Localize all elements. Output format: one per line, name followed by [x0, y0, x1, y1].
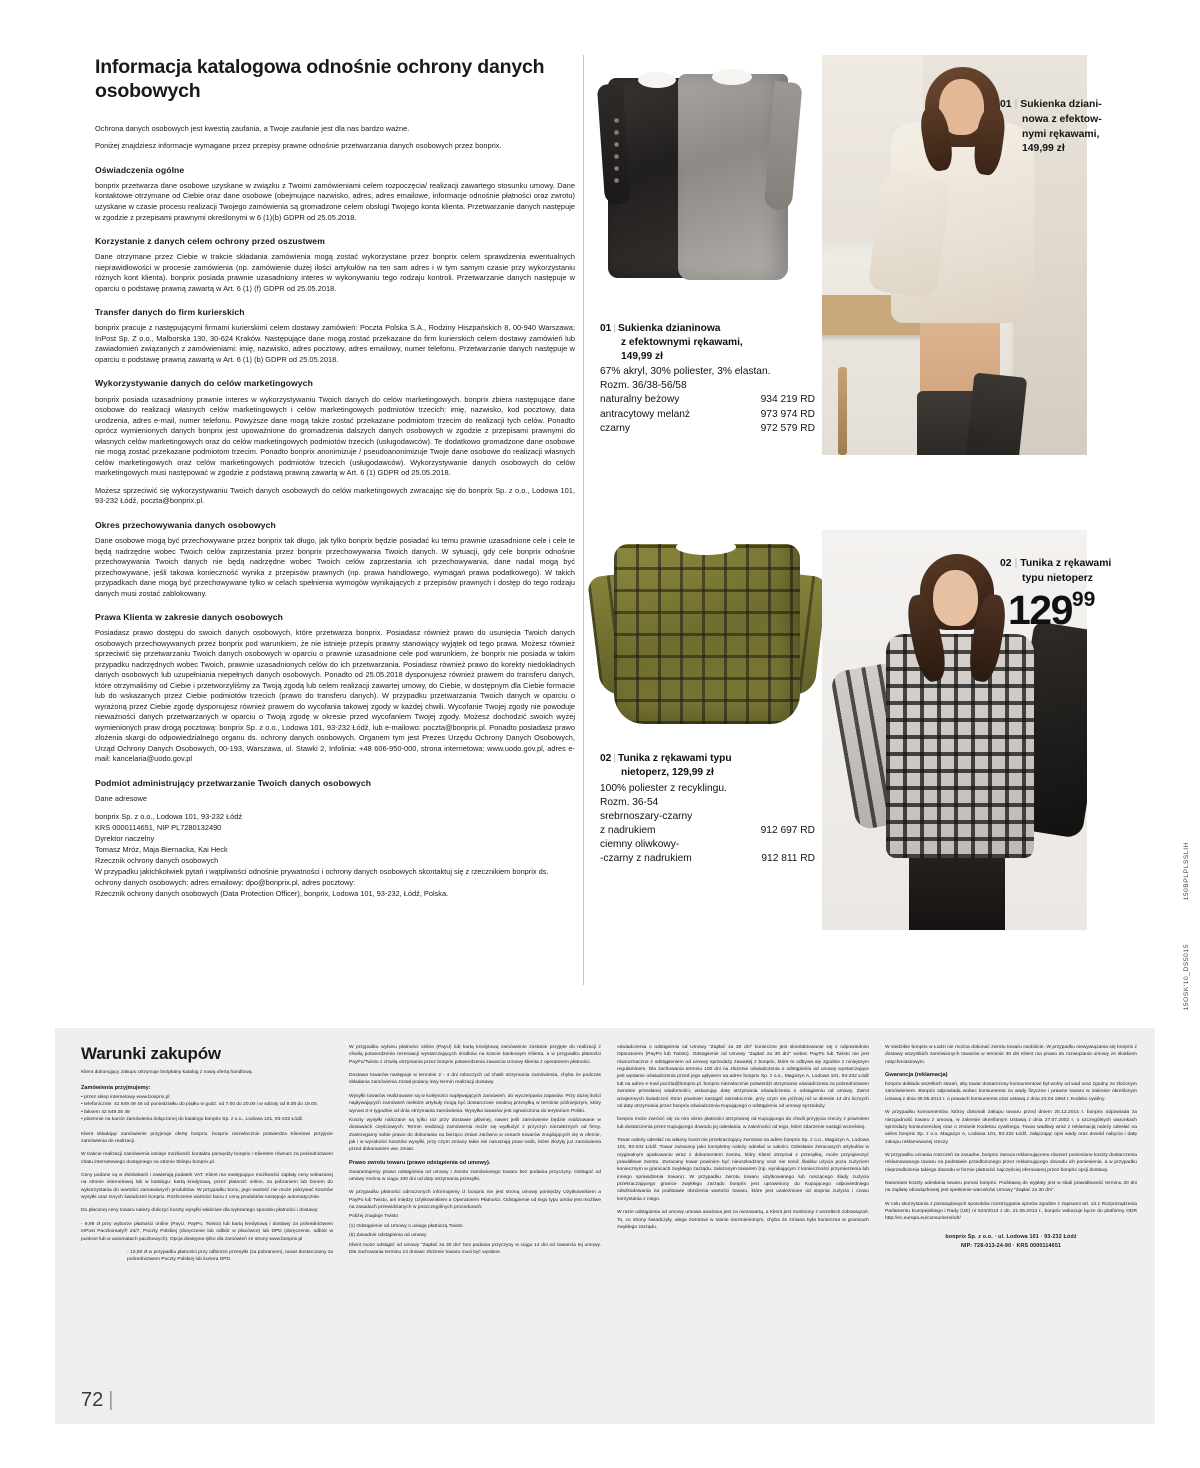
page-title: Informacja katalogowa odnośnie ochrony danych osobowych	[95, 56, 545, 103]
section-body-fraud: Dane otrzymane przez Ciebie w trakcie składania zamówienia mogą zostać wykorzystane przez bonprix celem sprawdzenia ewentualnych nieprawidłowości w procesie zamówienia (np. zamówienie dużej ilości artykułów na ten sam adres i w tym samym czasie przy wykorzystaniu różnych kont klienta). bonprix posiada prawnie uzasadniony interes w wykonywaniu tego rodzaju kontroli. Przetwarzanie danych następuje w oparciu o podstawę prawną zawartą w Art. 6 (1) (f) GDPR od 25.05.2018.	[95, 252, 575, 293]
product-01-color-label-3: czarny	[600, 422, 631, 434]
terms-return-heading: Prawo zwrotu towaru (prawo odstąpienia od umowy).	[349, 1159, 491, 1166]
product-01-composition: 67% akryl, 30% poliester, 3% elastan.	[600, 366, 771, 378]
tunic-body-shape	[614, 544, 800, 724]
terms-c2-b2: (1) Odstąpienie od Umowy o usługę płatniczą Twisto	[349, 1223, 463, 1229]
model-02-face	[933, 570, 978, 626]
product-01-sizes: Rozm. 36/38-56/58	[600, 380, 687, 392]
section-body-marketing-objection: Możesz sprzeciwić się wykorzystywaniu Twoich danych osobowych do celów marketingowych zwracając się do bonprix Sp. z o.o., Lodowa 101, 93-232 Łódź, poczta@bonprix.pl.	[95, 485, 575, 506]
terms-c4-p4: W przypadku uznania roszczeń za zasadne, bonprix zwraca reklamującemu również poniesione koszty dostarczenia reklamowanego towaru na podstawie przedłożonego przez reklamującego dowodu ich poniesienia, a w przypadku nieprzedłożenia takiego dowodu w formie płatności najczęściej oferowanej przez bonprix opcji dostawy.	[885, 1152, 1137, 1173]
address-line-company: bonprix Sp. z o.o., Lodowa 101, 93-232 Łódź	[95, 811, 243, 821]
terms-title: Warunki zakupów	[81, 1044, 221, 1063]
privacy-information-column	[95, 55, 575, 900]
section-heading-marketing: Wykorzystywanie danych do celów marketingowych	[95, 378, 313, 389]
terms-c4-p1: W siedzibie bonprix w Łodzi nie można dokonać zwrotu towaru osobiście. W przypadku niewywiązania się bonprix z dostawy wszystkich zamówionych towarów w terminie 30 dni Klient ma prawo do rozwiązania umowy ze skutkiem natychmiastowym.	[885, 1045, 1137, 1065]
product-02-name-line1: Tunika z rękawami typu	[618, 753, 732, 764]
product-02-color-label-2: ciemny oliwkowy-	[600, 838, 680, 850]
address-line-dpo-postal: Rzecznik ochrony danych osobowych (Data Protection Officer), bonprix, Lodowa 101, 93-232, Łódź, Polska.	[95, 889, 449, 899]
product-02-color-row-1	[600, 824, 815, 838]
product-01-color-code-1: 934 219 RD	[760, 394, 815, 406]
terms-c2-p1: W przypadku wyboru płatności online (PayU) lub kartą kredytową zamówienie zostanie przyjęte do realizacji z chwilą potwierdzenia rezerwacji wystarczających środków na koncie bankowym Klienta, a w przypadku płatności PayPo/Twisto z chwilą otrzymania przez bonprix potwierdzenia zawarcia Umowy klienta z operatorem płatności.	[349, 1045, 601, 1065]
terms-c4-p6: W celu skorzystania z pozasądowych sposobów rozstrzygania sporów zgodnie z zapisami art. 14.1 Rozporządzenia Parlamentu Europejskiego i Rady (UE) nr 524/2013 z dn. 21.05.2013 r., bonprix wskazuje łącze do platformy ODR http://ec.europa.eu/consumers/odr/	[885, 1201, 1137, 1222]
intro-paragraph-2: Poniżej znajdziesz informacje wymagane przez przepisy prawne odnośnie przetwarzania danych osobowych przez bonprix.	[95, 141, 502, 151]
product-02-composition: 100% poliester z recyklingu.	[600, 782, 727, 794]
terms-c2-p6: W przypadku płatności odroczonych informujemy iż bonprix nie jest stroną umowy pomiędzy Użytkownikiem a PayPo lub Twisto, ani między Użytkownikiem a Operatorem Płatności. Odstąpienie od tego typu umów jest możliwe na zasadach przewidzianych w poszczególnych procedurach:	[349, 1190, 601, 1211]
product-02-callout-number: 02	[1000, 558, 1012, 569]
terms-warranty-heading: Gwarancja (reklamacja)	[885, 1072, 948, 1079]
terms-columns	[81, 1044, 1137, 1404]
product-02-color-code-1: 912 697 RD	[760, 824, 815, 836]
product-01-name-line1: Sukienka dzianinowa	[618, 323, 721, 334]
address-line-dpo-contact: W przypadku jakichkolwiek pytań i wątpliwości odnośnie prywatności i ochrony danych osobowych skontaktuj się z rzecznikiem bonprix ds. ochrony danych osobowych: adres emailowy: dpo@bonprix.pl, adres pocztowy:	[95, 867, 549, 888]
terms-c2-p5: Gwarantujemy prawo odstąpienia od umowy i zwrotu zamówionego towaru bez podania przyczyny. Odstąpić od umowy można w ciągu 100 dni od daty otrzymania przesyłki.	[349, 1169, 601, 1183]
terms-c1-p1: Klient składając zamówienie przyjmuje ofertę bonprix. bonprix niezwłocznie potwierdza Klientowi przyjęcie zamówienia do realizacji.	[81, 1131, 333, 1144]
product-02-color-code-2: 912 811 RD	[761, 852, 815, 864]
section-heading-courier: Transfer danych do firm kurierskich	[95, 307, 245, 318]
product-01-color-label-1: naturalny beżowy	[600, 394, 680, 406]
list-item: • faksem 42 649 28 49	[81, 1109, 333, 1116]
section-body-general: bonprix przetwarza dane osobowe uzyskane w związku z Twoimi zamówieniami celem rozpoczęcia/ realizacji zawartego stosunku umowy. Dane kontaktowe otrzymane od Ciebie oraz dane osobowe (obejmujące nazwisko, adres, adres emailowe, informacje odnośnie płatności oraz zwrotu) uzyskane w czasie procesu realizacji Twojego zamówienia są gromadzone celem obsługi Twojego konta klienta. Przetwarzanie danych następuje w zgodzie z przepisami prawnymi określonymi w 6 (1)(b) GDPR od 25.05.2018.	[95, 180, 575, 222]
terms-orders-list	[81, 1094, 333, 1123]
terms-orders-heading: Zamówienia przyjmujemy:	[81, 1085, 151, 1092]
section-body-courier: bonprix pracuje z następującymi firmami kurierskimi celem dostawy zamówień: Poczta Polska S.A., Rodziny Hiszpańskich 8, 00-940 Warszawa; InPost Sp. Z o.o., Malborska 130, 30-624 Kraków. Następujące dane mogą zostać przekazane do firm kurierskich celem dostawy zamówień lub zawiadomień związanych z zamówieniami: imię, nazwisko, adres pocztowy, adres emailowy, numer telefonu. Przetwarzanie danych następuje w oparciu o podstawę prawną zawartą w Art. 6 (1) (b) GDPR od 25.05.2018.	[95, 323, 575, 364]
product-02-title: 02 | Tunika z rękawami typu nietoperz, 129,99 zł	[600, 752, 815, 780]
terms-c1-p5: - 9,99 zł przy wyborze płatności online (PayU, PayPo, Twisto) lub kartą kredytową i dostawy za pośrednictwem InPost Paczkomaty® 24/7, Poczty Polskiej (doręczenie lub odbiór w placówce) lub DPD (doręczenie, odbiór w punkcie lub w automatach paczkowych). Opcja dostępna tylko dla zamówień ze strony www.bonprix.pl	[81, 1221, 333, 1242]
terms-c4-p3: W przypadku konsumentów, którzy dokonali zakupu towaru przed dniem 25.12.2014 r. bonprix odpowiada za niezgodność towaru z umową, w zakresie określonym Ustawą z dnia 27.07.2002 r. o szczególnych warunkach sprzedaży konsumenckiej oraz o zmianie Kodeksu cywilnego. Towar wadliwy wraz z reklamacją należy odesłać na adres bonprix Sp. z o.o. Magazyn A, Lodowa 101, 93-232 Łódź, załączając opis wady oraz dowód nabycia i datę zakupu reklamowanej rzeczy.	[885, 1110, 1137, 1145]
section-heading-client-rights: Prawa Klienta w zakresie danych osobowych	[95, 612, 283, 623]
page-number: 72 |	[81, 1389, 114, 1411]
list-item: • telefonicznie: 42 649 49 49 od poniedziałku do piątku w godz. od 7.00 do 20.00 i w soboty od 8.00 do 19.00.	[81, 1101, 333, 1108]
section-body-retention: Dane osobowe mogą być przechowywane przez bonprix tak długo, jak tylko bonprix będzie posiadać ku temu prawnie uzasadnione cele i cele te będą nadrzędne wobec Twoich celów zaprzestania przez bonprix przechowywania Twoich danych. W sytuacji, gdy cele bonprix odnośnie przechowywania Twoich danych nie będą nadrzędne wobec Twoich celów zaprzestania ich przechowywania, dane nadal mogą być przechowywane, jeśli takowa konieczność wynika z przepisów prawnych (np. prawa handlowego, wymagań prawa podatkowego). W takich przypadkach dane mogą być przechowywane tylko w celach spełnienia wymogów wynikających z przepisów prawnych i dostęp do tego rodzaju danych musi zostać zablokowany.	[95, 535, 575, 598]
terms-c4-p5: Natomiast koszty odesłania towaru ponosi bonprix. Podstawą do wypłaty jest w skali prawidłowość terminu 30 dni na zapłatę obowiązkowej jest spełnienie warunków Umowy "Zapłać za 30 dni".	[885, 1181, 1137, 1194]
product-02-color-row-2	[600, 852, 815, 866]
edge-code-a: 150BPLPLSSLIH	[1183, 842, 1190, 901]
product-01-callout-number: 01	[1000, 99, 1012, 110]
terms-c3-p1: oświadczenia o odstąpieniu od Umowy "Zapłać za 30 dni" konieczne jest skontaktowanie się z odpowiednim Operatorem (PayPo lub Twisto). Odstąpienie od Umowy "Zapłać za 30 dni" wobec PayPo lub Twisto nie jest równoznaczne z odstąpieniem od umowy sprzedaży zawartej z bonprix, które to odbywa się zgodnie z niniejszym regulaminem. Dla zachowania terminu 100 dni na złożenie oświadczenia o odstąpieniu od umowy wystarczające jest wysłanie oświadczenia przed jego upływem na adres bonprix Sp. z o.o., Magazyn A, Lodowa 101, 93-232 Łódź lub na adres e-mail poczta@bonprix.pl. bonprix niezwłocznie potwierdzi otrzymanie oświadczenia za pośrednictwem zwrotnie przesłanej wiadomości, wskazując datę otrzymania oświadczenia o odstąpieniu od umowy. Zwrot wzajemnych świadczeń Stron powinien nastąpić niezwłocznie, przy czym nie później niż w okresie 14 dni licznych od daty otrzymania przez bonprix oświadczenia Kupującego o odstąpieniu od umowy sprzedaży.	[617, 1045, 869, 1109]
product-01-packshot	[600, 60, 815, 300]
product-02-callout-line2: typu nietoperz	[1022, 573, 1094, 585]
terms-c3-p4: W razie odstąpienia od umowy umowa uważana jest za niezawartą, a Klient jest zwolniony z wszelkich zobowiązań. To, co strony świadczyły, ulega zwrotowi w stanie niezmienionym, chyba że zmiana była konieczna w granicach zwykłego zarządu.	[617, 1210, 869, 1230]
product-01-name-line2: z efektownymi rękawami,	[621, 336, 743, 348]
dress-grey-shape	[678, 74, 788, 280]
address-label: Dane adresowe	[95, 794, 148, 804]
terms-c2-b3: (5) Zasadnie odstąpienia od umowy	[349, 1233, 427, 1239]
product-01-color-code-2: 973 974 RD	[760, 408, 815, 420]
section-body-client-rights: Posiadasz prawo dostępu do swoich danych osobowych, które przetwarza bonprix. Posiadasz również prawo do usunięcia Twoich danych osobowych przechowywanych przez bonprix pod warunkiem, że nie istnieje przepis prawny stanowiący wyjątek od tego prawa. Możesz również sprzeciwić się przetwarzaniu Twoich danych osobowych w oparciu o prawnie uzasadnione cele pod warunkiem, że bonprix nie posiada w takim przypadku nadrzędnych wobec Twoich, prawnie uzasadnionych celów do ich przetwarzania. Posiadasz również prawo do korekty niedokładnych danych osobowych lub uzupełniania niepełnych danych osobowych. Ponadto od 25.05.2018 dysponujesz również prawem do transferu danych, które otrzymaliśmy od Ciebie i przetworzyliśmy za Twoją zgodą lub celem realizacji zawartej umowy, do Ciebie, w dostępnym dla Ciebie formacie lub do wskazanych przez Ciebie podmiotów trzecich (prawo do transferu danych). W przypadku przetwarzania Twoich danych w oparciu o wyrażoną przez Ciebie zgodę dysponujesz również prawem do wycofania takowej zgody w każdej chwili. Wycofanie Twojej zgody nie powoduje nieważności danych przetwarzanych w oparciu o Twoją zgodę w okresie przed wycofaniem Twojej zgody. Możesz dochodzić swoich wyżej wymienionych praw drogą pocztową: bonprix Sp. z o.o., Lodowa 101, 93-232 Łódź, lub e-mailowo: poczta@bonprix.pl. Ponadto posiadasz prawo złożenia skargi do odpowiedzialnego organu ds. ochrony danych osobowych. Organem tym jest Prezes Urzędu Ochrony Danych Osobowych, Urząd Ochrony Danych Osobowych, 00-193, Warszawa, ul. Stawki 2, Infolinia: +48 606-950-000, strona internetowa: www.uodo.gov.pl, adres e-mail: kancelaria@uodo.gov.pl	[95, 628, 575, 764]
column-divider	[583, 55, 584, 985]
page-number-value: 72	[81, 1389, 104, 1411]
terms-and-conditions-panel	[55, 1028, 1155, 1424]
terms-c2-p4: Koszty wysyłki naliczane są tylko raz przy dostawie głównej, nawet jeśli zamówienie będzie realizowane w dostawach częściowych. Termin realizacji zamówienia może się wydłużyć z przyczyn niezależnych od firmy. Zastrzegamy sobie prawo do dokonania na bieżąco zmian zarówno w cenach towarów znajdujących się w ofercie, jak i w wysokości kosztów wysyłki, przy czym zmiany takie nie naruszają praw osób, które złożyły już zamówienia przed dokonaniem ww. zmian.	[349, 1117, 601, 1153]
product-01-color-label-2: antracytowy melanż	[600, 408, 691, 420]
product-01-number: 01	[600, 323, 612, 334]
list-item: • pisemnie na karcie zamówienia dołączonej do katalogu bonprix Sp. z o.o., Lodowa 101, 93-232 Łódź.	[81, 1116, 333, 1123]
product-01-color-row-3	[600, 422, 815, 436]
product-01-color-row-2	[600, 408, 815, 422]
product-02-packshot	[600, 530, 815, 745]
terms-c1-p3: Ceny podane są w złotówkach i zawierają podatek VAT. Klient ma następujące możliwości zapłaty ceny wskazanej na stronie internetowej lub w katalogu: kartą kredytową, przez płatność online, za pobraniem lub bonem do wykorzystania do wartości zamawianych produktów. W przypadku bonu, jego wartość nie może pokrywać kosztów wysyłki oraz innych świadczeń bonprix. Rozliczenie wartości bonu z ceną produktów następuje automatycznie.	[81, 1172, 333, 1201]
address-line-director-label: Dyrektor naczelny	[95, 833, 155, 843]
product-02-color-label-1b: z nadrukiem	[600, 824, 656, 836]
terms-c3-p2: bonprix może zwrócić się za nim okres płatności otrzymanej od Kupującego do chwili przyjęcia rzeczy z powrotem lub dostarczenia przez Kupującego dowodu jej odesłania, w zależności od tego, które zdarzenie nastąpi wcześniej.	[617, 1117, 869, 1130]
product-01-caption	[600, 322, 815, 436]
section-heading-retention: Okres przechowywania danych osobowych	[95, 519, 276, 530]
product-02-callout-line1: Tunika z rękawami	[1020, 558, 1112, 569]
terms-footer-address	[885, 1233, 1137, 1251]
section-body-marketing: bonprix posiada uzasadniony prawnie interes w wykorzystywaniu Twoich danych do celów marketingowych. bonprix zbiera następujące dane osobowe do realizacji własnych celów marketingowych i celów marketingowych podmiotów trzecich: imię, nazwisko, kod pocztowy, data urodzenia, adres e-mail, numer telefonu. Powyższe dane mogą także zostać przekazane podmiotom trzecim do realizacji tych celów. Ponadto oprócz wymienionych danych bonprix jest upoważnione do gromadzenia dalszych danych osobowych w zgodzie z przepisami prawnymi do własnych celów marketingowych oraz do celów marketingowych podmiotów trzecich (usługodawców). Te dodatkowo gromadzone dane osobowe nie mogą zostać przekazane podmiotom trzecim. Ponadto bonprix anonimizuje / pseudoanonimizuje Twoje dane osobowe do realizacji własnych celów marketingowych oraz celów marketingowych podmiotów trzecich (usługodawców). Wykorzystywanie danych osobowych do celów marketingowych musi następować w zgodzie z podstawą prawną zawartą w Art. 6 (1) GDPR od 25.05.2018.	[95, 394, 575, 478]
product-02-sizes: Rozm. 36-54	[600, 796, 659, 808]
product-01-callout-line2: nowa z efektow-	[1022, 113, 1102, 125]
product-02-color-label-1: srebrnoszary-czarny	[600, 810, 693, 822]
terms-c1-p4: Do płaconej ceny towaru należy doliczyć koszty wysyłki właściwe dla wybranego sposobu płatności i dostawy:	[81, 1208, 319, 1214]
address-line-directors: Tomasz Mróz, Maja Biernacka, Kai Heck	[95, 844, 228, 854]
product-01-color-row-1	[600, 393, 815, 407]
terms-c3-p3: Towar należy odesłać na własny koszt nie przekraczający zwrotowi na adres bonprix Sp. z o.o., Magazyn A, Lodowa 101, 93-232 Łódź. Towar zwracany jako kompletny należy odesłać w całości. Odesłanie zwracanych artykułów w oryginalnym opakowaniu wraz z dokumentem zwrotu, który Klient otrzymał z przesyłką, może przyspieszyć prawidłowe zwrotu. Zwracany towar powinien być nieuszkodzony oraz nie nosić śladów użycia poza zużyciem koniecznym w granicach zwykłego zarządu, założonym towarem (np. wynikającym z konieczności przymierzenia lub innego sprawdzenia towaru). W przypadku zwrotu towaru użytkowanego lub noszącego ślady zużycia przekraczającego granice zwykłego zarządu bonprix jest uprawniony do Kupującego odpowiedniego odszkodowania na podstawie obniżenia wartości towaru, które jest uzależnione od stopnia zużycia i czasu korzystania z niego.	[617, 1137, 869, 1202]
product-01-callout: 01 | Sukienka dziani- nowa z efektow- nymi rękawami, 149,99 zł	[1000, 98, 1150, 157]
section-heading-fraud: Korzystanie z danych celem ochrony przed oszustwem	[95, 236, 325, 247]
footer-address-line1: bonprix Sp. z o.o. · ul. Lodowa 101 · 93-232 Łódź	[945, 1233, 1077, 1240]
section-heading-general: Oświadczenia ogólne	[95, 164, 185, 175]
address-line-dpo-label: Rzecznik ochrony danych osobowych	[95, 856, 219, 866]
edge-code-b: 15OSK'10_DS5015	[1183, 944, 1190, 1011]
terms-c4-p2: bonprix dokłada wszelkich starań, aby towar dostarczony konsumentowi był wolny od wad oraz zgodny ze złożonym zamówieniem. Bonprix odpowiada wobec konsumenta za wady fizyczne i prawne towaru w zakresie określonym Ustawą z dnia 30.05.2014 r. o prawach konsumenta oraz ustawą z dnia 23.04.1964 r. Kodeks cywilny.	[885, 1082, 1137, 1102]
footer-address-line2: NIP: 728-013-24-90 · KRS 0000114651	[960, 1243, 1062, 1250]
product-01-color-code-3: 972 579 RD	[760, 422, 815, 434]
address-line-registration: KRS 0000114651, NIP PL7280132490	[95, 822, 222, 832]
terms-c1-p6: - 13,50 zł w przypadku płatności przy odbiorze przesyłki (za pobraniem), towar dostarczamy za pośrednictwem Poczty Polskiej lub kuriera DPD.	[127, 1249, 333, 1263]
terms-c1-p2: W trakcie realizacji zamówienia istnieje możliwość kontaktu pomiędzy bonprix i Klientem również za pośrednictwem chatu internetowego dostępnego na stronie Sklepu bonprix.pl.	[81, 1152, 333, 1165]
product-01-callout-line1: Sukienka dziani-	[1020, 99, 1102, 110]
product-02-callout: 02 | Tunika z rękawami typu nietoperz 12999	[1000, 556, 1160, 631]
product-02-number: 02	[600, 753, 612, 764]
product-02-caption	[600, 752, 815, 866]
model-02-tunic	[886, 634, 1034, 858]
terms-lead: Klient dokonujący zakupu otrzymuje bezpłatny katalog z nową ofertą handlową.	[81, 1070, 253, 1075]
list-item: • przez sklep internetowy www.bonprix.pl	[81, 1094, 333, 1101]
product-02-price-cents: 99	[1071, 588, 1096, 612]
intro-paragraph-1: Ochrona danych osobowych jest kwestią zaufania, a Twoje zaufanie jest dla nas bardzo ważne.	[95, 123, 410, 133]
terms-c2-p7: Klient może odstąpić od umowy "Zapłać za 30 dni" bez podania przyczyny w ciągu 14 dni od zawarcia tej umowy. Dla zachowania terminu 14 dniowe złożenie towaru musi być wysłane.	[349, 1242, 601, 1255]
terms-c2-p2: Dostawa towarów następuje w terminie 2 - 4 dni roboczych od chwili otrzymania zamówienia, chyba że podczas składania zamówienia został podany inny termin realizacji dostawy.	[349, 1073, 601, 1086]
terms-c2-b1: Poliżej znajduje Twisto	[349, 1214, 399, 1220]
product-02-price-main: 129	[1008, 587, 1072, 634]
product-02-name-line2: nietoperz, 129,99 zł	[621, 766, 714, 778]
product-01-callout-line4: 149,99 zł	[1022, 143, 1065, 155]
controller-address-block	[95, 811, 575, 900]
product-01-price: 149,99 zł	[621, 350, 663, 362]
section-heading-controller: Podmiot administrujący przetwarzanie Twoich danych osobowych	[95, 777, 372, 788]
product-01-callout-line3: nymi rękawami,	[1022, 128, 1100, 140]
terms-c2-p3: Wysyłki towarów realizowane są w kolejności napływających zamówień, do wyczerpania zapasów. Przy dużej ilości napływających zamówień niektóre artykuły mogą być dostarczone osobną przesyłką w terminie późniejszym, który wynosi 3-4 tygodnie od dnia otrzymania zamówienia. Wysyłka towarów jest ograniczona do terytorium Polski.	[349, 1093, 601, 1114]
product-01-title: 01 | Sukienka dzianinowa z efektownymi rękawami, 149,99 zł	[600, 322, 815, 363]
product-02-color-label-2b: -czarny z nadrukiem	[600, 852, 692, 864]
